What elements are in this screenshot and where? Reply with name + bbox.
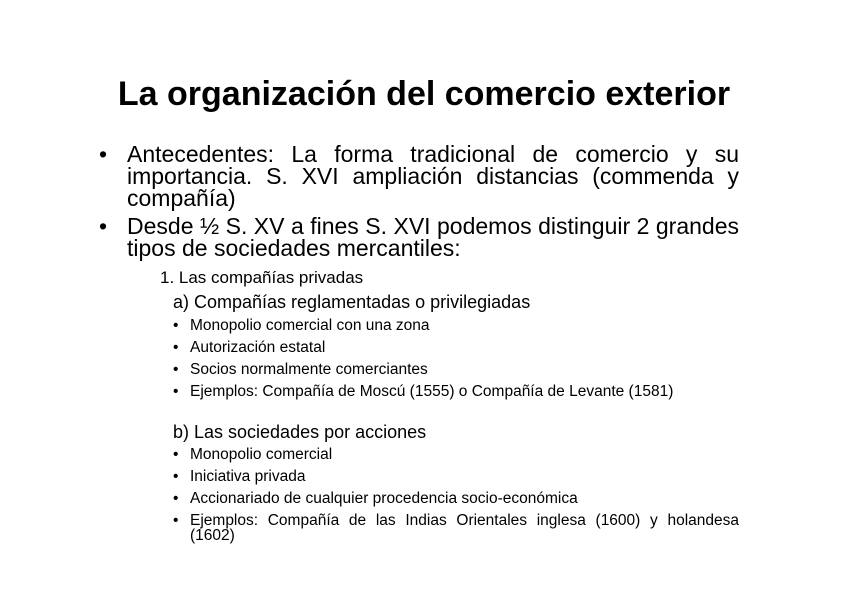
list-item: • Iniciativa privada bbox=[173, 469, 739, 484]
section-b-list bbox=[173, 447, 739, 550]
bullet-sociedades: • Desde ½ S. XV a fines S. XVI podemos distinguir 2 grandes tipos de sociedades mercantiles: bbox=[99, 215, 739, 259]
list-item: • Socios normalmente comerciantes bbox=[173, 362, 739, 377]
subheading-companias-privadas: 1. Las compañías privadas bbox=[160, 268, 364, 287]
list-item: • Monopolio comercial bbox=[173, 447, 739, 462]
list-item: • Autorización estatal bbox=[173, 340, 739, 355]
list-item: • Accionariado de cualquier procedencia socio-económica bbox=[173, 491, 739, 506]
list-item: • Ejemplos: Compañía de las Indias Orientales inglesa (1600) y holandesa (1602) bbox=[173, 513, 739, 543]
list-item: • Ejemplos: Compañía de Moscú (1555) o Compañía de Levante (1581) bbox=[173, 384, 739, 399]
section-a-list bbox=[173, 318, 739, 406]
section-a-heading: a) Compañías reglamentadas o privilegiadas bbox=[173, 292, 531, 312]
section-b-heading: b) Las sociedades por acciones bbox=[173, 422, 427, 442]
slide-title: La organización del comercio exterior bbox=[117, 75, 731, 113]
list-item: • Monopolio comercial con una zona bbox=[173, 318, 739, 333]
main-bullet-list bbox=[99, 143, 739, 265]
bullet-antecedentes: • Antecedentes: La forma tradicional de comercio y su importancia. S. XVI ampliación distancias (commenda y compañía) bbox=[99, 143, 739, 209]
